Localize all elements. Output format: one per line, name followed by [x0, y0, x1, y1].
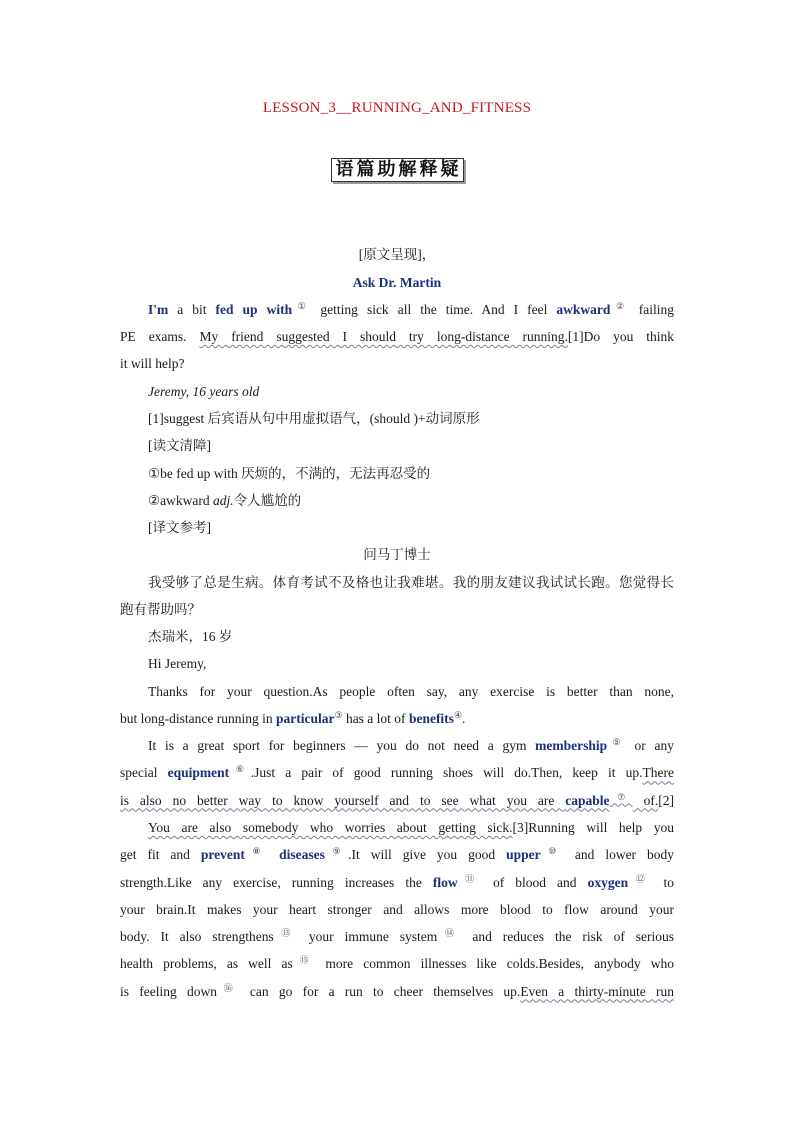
- footnote-marker: ③: [334, 709, 343, 720]
- translation-signature: 杰瑞米，16 岁: [148, 629, 233, 645]
- text-run: health problems, as well as: [120, 956, 293, 972]
- reply-line: [120, 705, 674, 732]
- text-run: [1]Do you think: [567, 329, 675, 345]
- text-run: getting sick all the time. And I feel: [311, 301, 557, 317]
- footnote-marker: ⑬: [273, 928, 298, 939]
- text-run: but long-distance running in: [120, 710, 276, 726]
- footnote-marker: ⑪: [457, 873, 482, 884]
- reply-line: [120, 950, 674, 977]
- text-run: .Just a pair of good running shoes will do.Then, keep it up.: [250, 765, 643, 781]
- text-run: Thanks for your question.As people often say, any exercise is better than none,: [148, 683, 674, 699]
- text-run: failing: [629, 301, 674, 317]
- text-run: and lower body: [563, 847, 675, 863]
- text-run: it will help?: [120, 356, 185, 372]
- reply-line: [120, 923, 674, 950]
- reply-line: [120, 896, 674, 923]
- translation-line: 我受够了总是生病。体育考试不及格也让我难堪。我的朋友建议我试试长跑。您觉得长: [148, 574, 674, 590]
- reply-line: [120, 732, 674, 759]
- footnote-marker: ⑯: [216, 982, 240, 993]
- text-run: strength.Like any exercise, running increases the: [120, 874, 433, 890]
- vocab-term: upper: [506, 847, 541, 863]
- text-run: your brain.It makes your heart stronger and allows more blood to flow around your: [120, 901, 674, 917]
- highlighted-footnote-marker: ⑦: [609, 791, 633, 802]
- highlighted-sentence: Even a thirty-minute run: [520, 983, 674, 999]
- section-title-container: [0, 158, 794, 184]
- text-run: a bit: [168, 301, 216, 317]
- text-run: .It will give you good: [348, 847, 507, 863]
- document-body: [120, 241, 674, 1004]
- text-run: can go for a run to cheer themselves up.: [239, 983, 521, 999]
- vocab-term: particular: [275, 710, 335, 726]
- letter-signature: Jeremy, 16 years old: [148, 383, 260, 399]
- text-run: of blood and: [481, 874, 588, 890]
- text-run: .: [462, 710, 466, 726]
- text-run: PE exams.: [120, 329, 200, 345]
- vocab-term: membership: [535, 738, 608, 754]
- translation-title: 问马丁博士: [363, 547, 431, 563]
- vocab-gloss: [120, 460, 674, 487]
- text-run: body. It also strengthens: [120, 929, 274, 945]
- reply-line: [120, 978, 674, 1005]
- vocab-term: I'm: [148, 301, 169, 317]
- footnote-marker: ⑩: [540, 846, 564, 857]
- vocab-term: equipment: [167, 765, 230, 781]
- reply-line: [120, 814, 674, 841]
- footnote-marker: ⑧: [244, 846, 269, 857]
- translation-line: 跑有帮助吗？: [120, 601, 201, 617]
- text-run: has a lot of: [342, 710, 409, 726]
- footnote-marker: ⑫: [628, 873, 653, 884]
- footnote-marker: ⑭: [437, 928, 462, 939]
- text-run: [3]Running will help you: [512, 819, 675, 835]
- text-run: to: [652, 874, 674, 890]
- highlighted-sentence: of.: [632, 792, 659, 808]
- lesson-title: LESSON_3__RUNNING_AND_FITNESS: [262, 100, 532, 116]
- vocab-term: awkward: [556, 301, 611, 317]
- highlighted-sentence: You are also somebody who worries about getting sick.: [148, 819, 513, 835]
- text-run: [2]: [658, 792, 674, 808]
- reply-greeting: Hi Jeremy,: [148, 656, 207, 672]
- reply-line: [120, 841, 674, 868]
- highlighted-sentence: is also no better way to know yourself and to see what you are: [120, 792, 566, 808]
- text-run: is feeling down: [120, 983, 217, 999]
- original-text-label: [原文呈现]，: [358, 247, 436, 263]
- vocab-term: flow: [432, 874, 458, 890]
- reading-aids-label: [读文清障]: [148, 438, 211, 454]
- letter-title: Ask Dr. Martin: [352, 274, 442, 290]
- text-run: special: [120, 765, 168, 781]
- footnote-marker: ②: [610, 300, 630, 311]
- footnote-marker: ①: [292, 300, 312, 311]
- text-run: ②awkward: [148, 492, 213, 508]
- highlighted-sentence: My friend suggested I should try long-distance running.: [199, 329, 568, 345]
- grammar-note: [1]suggest 后宾语从句中用虚拟语气，(should )+动词原形: [148, 410, 480, 426]
- footnote-marker: ⑤: [607, 737, 626, 748]
- footnote-marker: ⑮: [292, 955, 316, 966]
- vocab-term: diseases: [279, 847, 325, 863]
- vocab-gloss: [120, 487, 674, 514]
- text-run: or any: [625, 738, 674, 754]
- reply-line: [120, 787, 674, 814]
- letter-line: [120, 350, 674, 377]
- footnote-marker: ⑥: [229, 764, 251, 775]
- letter-line: [120, 323, 674, 350]
- text-run: more common illnesses like colds.Besides, anybody who: [315, 956, 674, 972]
- text-run: It is a great sport for beginners — you do not need a gym: [148, 738, 536, 754]
- italic-text-run: adj.: [212, 492, 234, 508]
- reply-line: [120, 678, 674, 705]
- letter-line: [120, 296, 674, 323]
- vocab-term: prevent: [200, 847, 245, 863]
- highlighted-sentence: There: [642, 765, 674, 781]
- vocab-term: fed up with: [215, 301, 293, 317]
- text-run: your immune system: [297, 929, 438, 945]
- vocab-term: benefits: [408, 710, 454, 726]
- translation-label: [译文参考]: [148, 520, 211, 536]
- text-run: 令人尴尬的: [233, 492, 302, 508]
- reply-line: [120, 869, 674, 896]
- text-run: [268, 847, 279, 862]
- text-run: ①be fed up with 厌烦的，不满的，无法再忍受的: [148, 465, 431, 481]
- footnote-marker: ④: [453, 709, 463, 720]
- reply-line: [120, 759, 674, 786]
- section-title: 语篇助解释疑: [331, 158, 464, 182]
- text-run: and reduces the risk of serious: [461, 929, 674, 945]
- highlighted-vocab-term: capable: [565, 792, 610, 808]
- text-run: get fit and: [120, 847, 201, 863]
- footnote-marker: ⑨: [324, 846, 349, 857]
- vocab-term: oxygen: [587, 874, 629, 890]
